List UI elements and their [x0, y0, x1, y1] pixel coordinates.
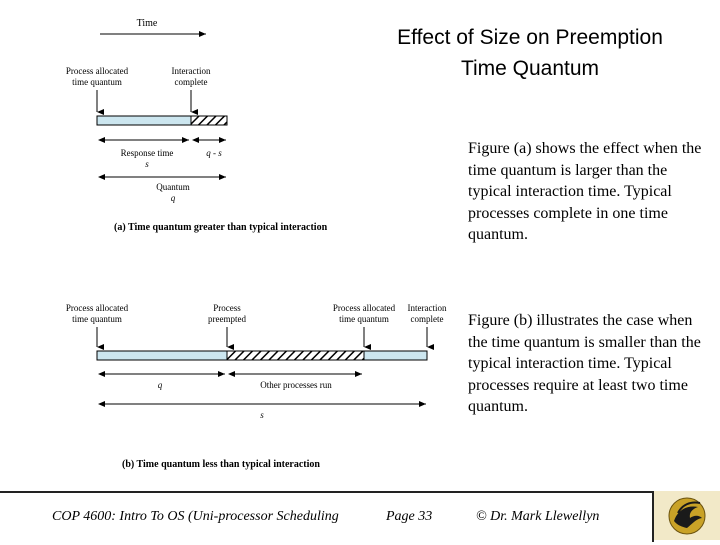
- figure-b-description: Figure (b) illustrates the case when the time quantum is smaller than the typical interaction time. Typical processes require at least two time quantum.: [468, 312, 701, 416]
- a-interaction-label: Interaction: [171, 66, 211, 76]
- footer: [0, 491, 720, 540]
- slide-title-line-1: Effect of Size on Preemption: [397, 26, 663, 49]
- a-s-label: s: [145, 159, 149, 169]
- b-process-label: Process: [213, 303, 241, 313]
- a-complete-label: complete: [174, 77, 208, 87]
- a-caption: (a) Time quantum greater than typical interaction: [114, 222, 328, 233]
- b-q-label: q: [157, 380, 163, 390]
- slide-title-line-2: Time Quantum: [460, 57, 600, 80]
- a-run-bar: [97, 116, 191, 125]
- b-hatched-bar: [227, 351, 364, 360]
- footer-copyright: © Dr. Mark Llewellyn: [476, 509, 600, 524]
- a-hatched-bar: [191, 116, 227, 125]
- b-other-processes-label: Other processes run: [260, 380, 332, 390]
- a-process-allocated-label: Process allocated: [65, 66, 129, 76]
- b-caption: (b) Time quantum less than typical interaction: [122, 459, 320, 470]
- b-process-allocated-2-label: Process allocated: [332, 303, 396, 313]
- pegasus-logo: [654, 491, 720, 540]
- pegasus-icon: [654, 491, 720, 540]
- b-s-label: s: [260, 410, 264, 420]
- a-quantum-label: Quantum: [156, 182, 190, 192]
- b-run-bar-1: [97, 351, 227, 360]
- footer-course: COP 4600: Intro To OS (Uni-processor Scheduling: [52, 509, 339, 524]
- figure-a-description: Figure (a) shows the effect when the time quantum is larger than the typical interaction time. Typical processes complete in one time quantum.: [468, 140, 702, 244]
- a-q-minus-s-label: q - s: [206, 148, 222, 158]
- b-process-allocated-label: Process allocated: [65, 303, 129, 313]
- b-time-quantum-2-label: time quantum: [339, 314, 389, 324]
- time-label: Time: [136, 18, 158, 29]
- figure-b: [66, 303, 447, 470]
- a-response-time-label: Response time: [120, 148, 174, 158]
- b-time-quantum-label: time quantum: [72, 314, 122, 324]
- b-run-bar-2: [364, 351, 427, 360]
- figure-a: [66, 66, 328, 233]
- b-interaction-label: Interaction: [407, 303, 447, 313]
- b-preempted-label: preempted: [208, 314, 246, 324]
- footer-bar: [0, 491, 654, 542]
- b-complete-label: complete: [410, 314, 444, 324]
- footer-page-number: Page 33: [386, 509, 433, 524]
- a-q-label: q: [170, 193, 176, 203]
- a-time-quantum-label: time quantum: [72, 77, 122, 87]
